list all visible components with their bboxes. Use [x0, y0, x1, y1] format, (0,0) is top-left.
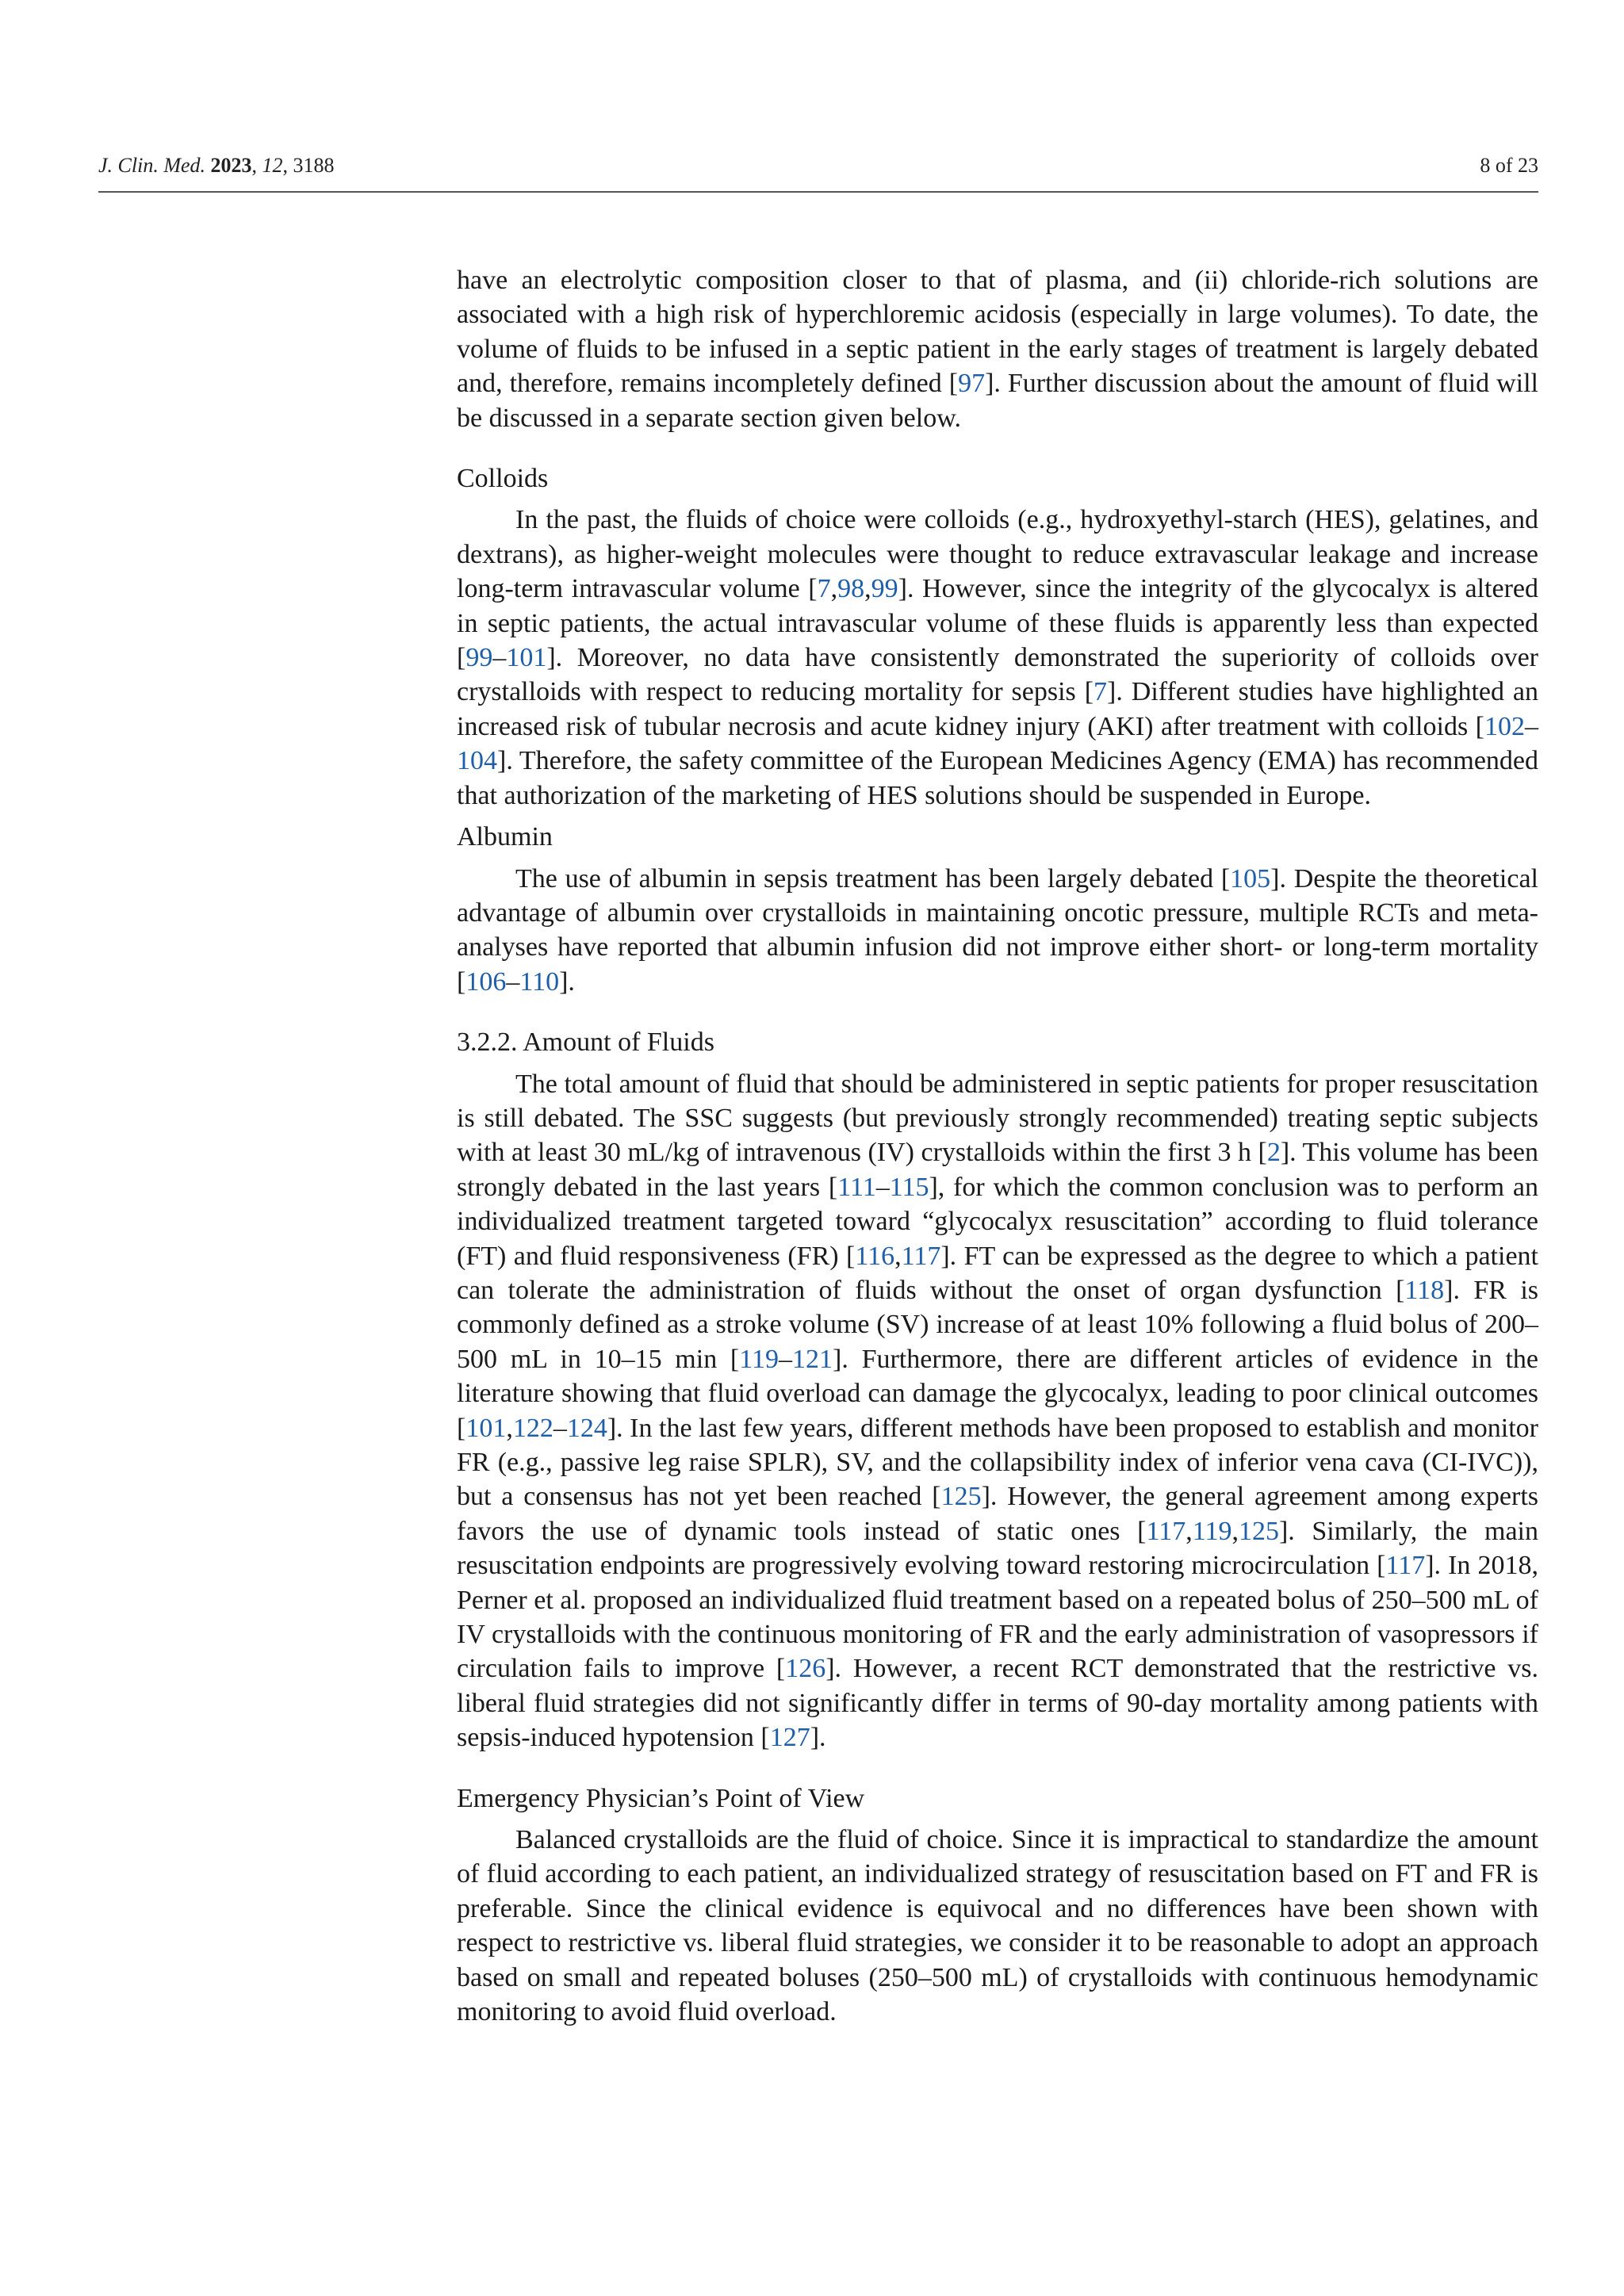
citation-link[interactable]: 98 [837, 574, 865, 604]
paragraph-albumin: The use of albumin in sepsis treatment has been largely debated [105]. Despite the theoretical advantage of albumin over crystalloids in maintaining oncotic pressure, multiple RCTs and meta-analyses have reported that albumin infusion did not improve either short- or long-term mortality [106–110]. [457, 863, 1538, 997]
citation-link[interactable]: 126 [785, 1654, 826, 1684]
citation-link[interactable]: 118 [1404, 1275, 1445, 1305]
citation-link[interactable]: 101 [465, 1413, 507, 1443]
paragraph-electrolytes: have an electrolytic composition closer to that of plasma, and (ii) chloride-rich solutions are associated with a high risk of hyperchloremic acidosis (especially in large volumes). To date, the volume of fluids to be infused in a septic patient in the early stages of treatment is largely debated and, therefore, remains incompletely defined [97]. Further discussion about the amount of fluid will be discussed in a separate section given below. [457, 266, 1539, 433]
citation-link[interactable]: 121 [792, 1344, 833, 1374]
article-number: 3188 [293, 154, 335, 177]
citation-link[interactable]: 117 [1146, 1516, 1186, 1546]
paragraph-emergency-physician: Balanced crystalloids are the fluid of choice. Since it is impractical to standardize the amount of fluid according to each patient, an individualized strategy of resuscitation based on FT and FR is preferable. Since the clinical evidence is equivocal and no differences have been shown with respect to restrictive vs. liberal fluid strategies, we consider it to be reasonable to adopt an approach based on small and repeated boluses (250–500 mL) of crystalloids with continuous hemodynamic monitoring to avoid fluid overload. [457, 1825, 1538, 2027]
citation-link[interactable]: 110 [519, 966, 560, 997]
citation-link[interactable]: 111 [837, 1172, 876, 1202]
paragraph-colloids: In the past, the fluids of choice were colloids (e.g., hydroxyethyl-starch (HES), gelatines, and dextrans), as higher-weight molecules were thought to reduce extravascular leakage and increase long-term intravascular volume [7,98,99]. However, since the integrity of the glycocalyx is altered in septic patients, the actual intravascular volume of these fluids is apparently less than expected [99–101]. Moreover, no data have consistently demonstrated the superiority of colloids over crystalloids with respect to reducing mortality for sepsis [7]. Different studies have highlighted an increased risk of tubular necrosis and acute kidney injury (AKI) after treatment with colloids [102–104]. Therefore, the safety committee of the European Medicines Agency (EMA) has recommended that authorization of the marketing of HES solutions should be suspended in Europe. [457, 505, 1539, 810]
section-heading-amount-of-fluids: 3.2.2. Amount of Fluids [457, 1027, 714, 1058]
citation-link[interactable]: 115 [889, 1172, 929, 1202]
section-heading-albumin: Albumin [457, 822, 553, 852]
citation-link[interactable]: 99 [465, 643, 493, 673]
paragraph-amount-of-fluids: The total amount of fluid that should be administered in septic patients for proper resuscitation is still debated. The SSC suggests (but previously strongly recommended) treating septic subjects with at least 30 mL/kg of intravenous (IV) crystalloids within the first 3 h [2]. This volume has been strongly debated in the last years [111–115], for which the common conclusion was to perform an individualized treatment targeted toward “glycocalyx resuscitation” according to fluid tolerance (FT) and fluid responsiveness (FR) [116,117]. FT can be expressed as the degree to which a patient can tolerate the administration of fluids without the onset of organ dysfunction [118]. FR is commonly defined as a stroke volume (SV) increase of at least 10% following a fluid bolus of 200–500 mL in 10–15 min [119–121]. Furthermore, there are different articles of evidence in the literature showing that fluid overload can damage the glycocalyx, leading to poor clinical outcomes [101,122–124]. In the last few years, different methods have been proposed to establish and monitor FR (e.g., passive leg raise SPLR), SV, and the collapsibility index of inferior vena cava (CI-IVC)), but a consensus has not yet been reached [125]. However, the general agreement among experts favors the use of dynamic tools instead of static ones [117,119,125]. Similarly, the main resuscitation endpoints are progressively evolving toward restoring microcirculation [117]. In 2018, Perner et al. proposed an individualized fluid treatment based on a repeated bolus of 250–500 mL of IV crystalloids with the continuous monitoring of FR and the early administration of vasopressors if circulation fails to improve [126]. However, a recent RCT demonstrated that the restrictive vs. liberal fluid strategies did not significantly differ in terms of 90-day mortality among patients with sepsis-induced hypotension [127]. [457, 1069, 1538, 1753]
page-number: 8 of 23 [1480, 154, 1538, 177]
journal-volume: 12 [262, 154, 283, 177]
header-rule [98, 191, 1538, 193]
citation-link[interactable]: 101 [506, 643, 547, 673]
citation-link[interactable]: 125 [940, 1482, 982, 1512]
citation-link[interactable]: 119 [739, 1344, 779, 1374]
citation-link[interactable]: 125 [1238, 1516, 1279, 1546]
section-heading-colloids: Colloids [457, 464, 549, 494]
citation-link[interactable]: 105 [1230, 863, 1271, 894]
article-body [457, 263, 1538, 2030]
citation-link[interactable]: 116 [855, 1241, 895, 1271]
citation-link[interactable]: 122 [512, 1413, 553, 1443]
citation-link[interactable]: 106 [465, 966, 507, 997]
citation-link[interactable]: 2 [1266, 1138, 1281, 1168]
section-heading-emergency-physician: Emergency Physician’s Point of View [457, 1783, 865, 1813]
citation-link[interactable]: 102 [1484, 711, 1525, 741]
journal-year: 2023 [210, 154, 252, 177]
journal-citation: J. Clin. Med. 2023, 12, 3188 [98, 154, 335, 177]
running-header [98, 152, 1538, 179]
citation-link[interactable]: 99 [871, 574, 898, 604]
citation-link[interactable]: 127 [769, 1723, 810, 1753]
citation-link[interactable]: 97 [958, 369, 986, 399]
citation-link[interactable]: 119 [1192, 1516, 1232, 1546]
citation-link[interactable]: 7 [1094, 677, 1108, 707]
citation-link[interactable]: 117 [1385, 1551, 1426, 1581]
citation-link[interactable]: 104 [457, 746, 497, 776]
citation-link[interactable]: 7 [817, 574, 831, 604]
citation-link[interactable]: 124 [566, 1413, 607, 1443]
journal-name: J. Clin. Med. [98, 154, 206, 177]
citation-link[interactable]: 117 [901, 1241, 941, 1271]
